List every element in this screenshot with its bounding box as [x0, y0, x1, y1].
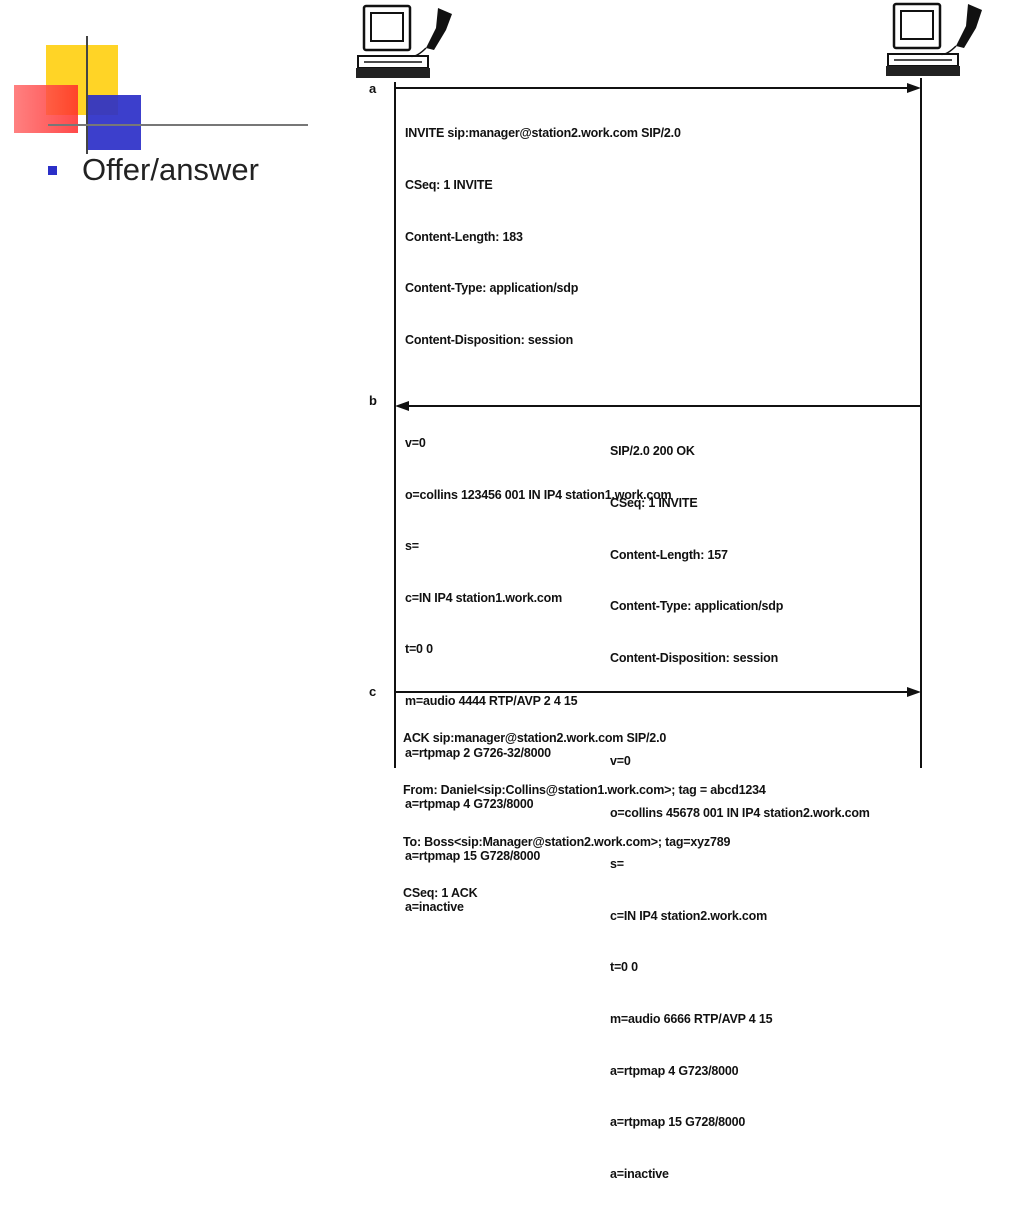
message-line: a=inactive — [405, 900, 464, 915]
message-line: o=collins 45678 001 IN IP4 station2.work.com — [610, 805, 870, 820]
message-line: c=IN IP4 station1.work.com — [405, 590, 563, 605]
message-line: Content-Length: 157 — [610, 547, 728, 562]
message-line: a=rtpmap 2 G726-32/8000 — [405, 745, 551, 760]
computer-right-icon — [886, 4, 982, 76]
message-line: INVITE sip:manager@station2.work.com SIP/2.0 — [405, 126, 681, 141]
message-line: From: Daniel<sip:Collins@station1.work.com>; tag = abcd1234 — [403, 783, 766, 797]
message-line: t=0 0 — [405, 642, 433, 657]
message-line: ACK sip:manager@station2.work.com SIP/2.0 — [403, 731, 667, 746]
message-line: Content-Type: application/sdp — [610, 599, 784, 614]
bullet-square-icon — [48, 166, 57, 175]
message-line: CSeq: 1 INVITE — [610, 496, 698, 510]
message-line: a=rtpmap 15 G728/8000 — [405, 848, 541, 863]
message-line: Content-Disposition: session — [405, 332, 574, 347]
sip-sequence-diagram — [350, 0, 1024, 1181]
message-line: v=0 — [405, 435, 426, 450]
message-line: s= — [610, 857, 624, 872]
message-line: v=0 — [610, 753, 631, 768]
message-line: To: Boss<sip:Manager@station2.work.com>; tag=xyz789 — [403, 834, 731, 849]
logo-vertical-line — [86, 36, 88, 154]
message-line: a=rtpmap 4 G723/8000 — [610, 1063, 739, 1078]
message-line: m=audio 4444 RTP/AVP 2 4 15 — [405, 693, 578, 708]
message-line: a=rtpmap 4 G723/8000 — [405, 797, 534, 812]
message-line: a=inactive — [610, 1166, 669, 1181]
message-line: o=collins 123456 001 IN IP4 station1.work.com — [405, 487, 672, 502]
arrow-a-head — [907, 83, 921, 93]
message-line: Content-Length: 183 — [405, 229, 523, 244]
message-line: Content-Type: application/sdp — [405, 281, 579, 296]
step-label-b: b — [369, 393, 377, 408]
message-c-ack — [403, 696, 766, 937]
message-line — [405, 383, 681, 400]
arrow-c-head — [907, 687, 921, 697]
message-line: CSeq: 1 ACK — [403, 886, 478, 901]
message-line: c=IN IP4 station2.work.com — [610, 908, 768, 923]
bullet-text: Offer/answer — [82, 152, 259, 187]
logo-blue-square — [86, 95, 141, 150]
message-line: SIP/2.0 200 OK — [610, 444, 695, 459]
message-line: a=rtpmap 15 G728/8000 — [610, 1115, 746, 1130]
message-line: t=0 0 — [610, 960, 638, 975]
step-label-c: c — [369, 684, 377, 699]
bullet-item — [48, 152, 259, 188]
message-line: m=audio 6666 RTP/AVP 4 15 — [610, 1011, 773, 1026]
title-divider — [48, 124, 308, 126]
step-label-a: a — [369, 81, 377, 96]
message-line: CSeq: 1 INVITE — [405, 178, 493, 192]
message-line: Content-Disposition: session — [610, 650, 779, 665]
message-line: s= — [405, 539, 419, 554]
computer-left-icon — [356, 6, 452, 78]
